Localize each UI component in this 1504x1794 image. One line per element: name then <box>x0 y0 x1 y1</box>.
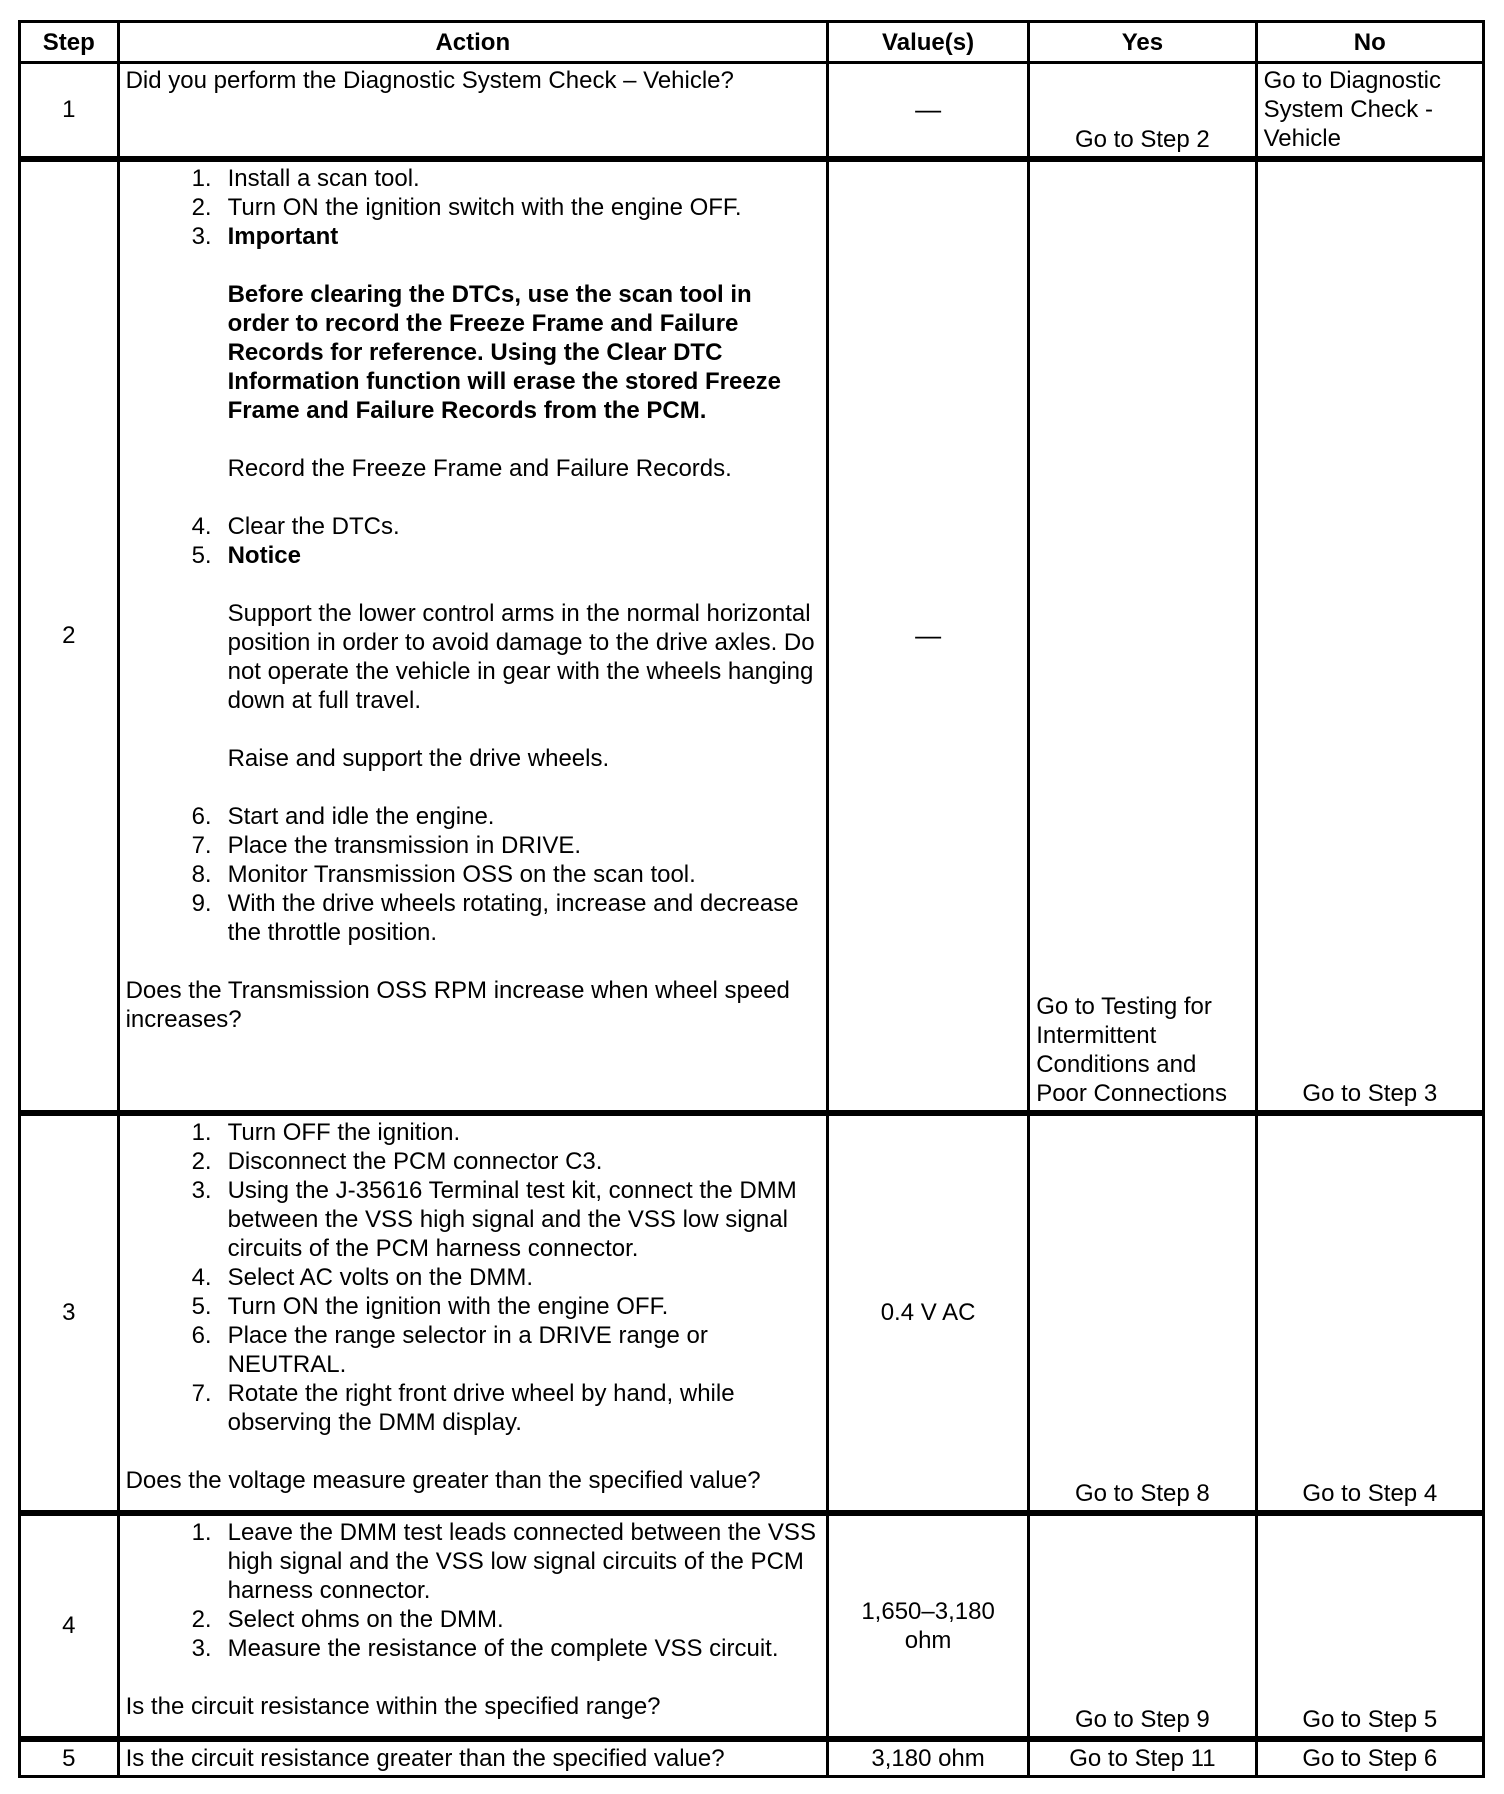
steps-list <box>126 512 818 570</box>
no-cell: Go to Step 6 <box>1256 1739 1483 1777</box>
yes-cell: Go to Step 9 <box>1029 1513 1256 1739</box>
list-item: 1. Leave the DMM test leads connected between the VSS high signal and the VSS low signal circuits of the PCM harness connector. <box>191 1518 816 1604</box>
list-item: 2. Disconnect the PCM connector C3. <box>191 1147 603 1175</box>
header-step: Step <box>20 22 119 63</box>
no-cell: Go to Step 5 <box>1256 1513 1483 1739</box>
action-cell <box>118 1113 827 1513</box>
action-cell <box>118 63 827 159</box>
action-question: Does the voltage measure greater than the specified value? <box>125 1466 761 1494</box>
steps-list <box>126 802 818 947</box>
list-item: 5. Notice <box>191 541 301 569</box>
list-item: 6. Place the range selector in a DRIVE range or NEUTRAL. <box>191 1321 708 1378</box>
list-item: 3. Measure the resistance of the complete VSS circuit. <box>191 1634 779 1662</box>
header-no: No <box>1256 22 1483 63</box>
record-instruction: Record the Freeze Frame and Failure Records. <box>227 454 732 482</box>
list-item: 8. Monitor Transmission OSS on the scan tool. <box>191 860 696 888</box>
list-item: 4. Select AC volts on the DMM. <box>191 1263 534 1291</box>
table-row-step-2 <box>20 159 1484 1113</box>
yes-cell: Go to Testing for Intermittent Conditions and Poor Connections <box>1029 159 1256 1113</box>
steps-list <box>126 1518 818 1663</box>
action-question: Does the Transmission OSS RPM increase when wheel speed increases? <box>125 976 790 1033</box>
no-cell: Go to Step 3 <box>1256 159 1483 1113</box>
header-yes: Yes <box>1029 22 1256 63</box>
value-cell: 1,650–3,180 ohm <box>827 1513 1028 1739</box>
table-row-step-5 <box>20 1739 1484 1777</box>
value-cell: — <box>827 63 1028 159</box>
value-cell: — <box>827 159 1028 1113</box>
step-number: 3 <box>20 1113 119 1513</box>
list-item: 2. Turn ON the ignition switch with the engine OFF. <box>191 193 742 221</box>
no-cell: Go to Step 4 <box>1256 1113 1483 1513</box>
table-row-step-1 <box>20 63 1484 159</box>
raise-instruction: Raise and support the drive wheels. <box>227 744 610 772</box>
table-row-step-4 <box>20 1513 1484 1739</box>
header-action: Action <box>118 22 827 63</box>
list-item: 7. Place the transmission in DRIVE. <box>191 831 582 859</box>
list-item: 9. With the drive wheels rotating, increase and decrease the throttle position. <box>191 889 799 946</box>
step-number: 1 <box>20 63 119 159</box>
list-item: 5. Turn ON the ignition with the engine OFF. <box>191 1292 669 1320</box>
no-cell: Go to Diagnostic System Check - Vehicle <box>1256 63 1483 159</box>
list-item: 4. Clear the DTCs. <box>191 512 400 540</box>
action-cell <box>118 1739 827 1777</box>
header-row <box>20 22 1484 63</box>
list-item: 6. Start and idle the engine. <box>191 802 495 830</box>
action-cell <box>118 159 827 1113</box>
steps-list <box>126 1118 818 1437</box>
list-item: 1. Turn OFF the ignition. <box>191 1118 461 1146</box>
action-question: Did you perform the Diagnostic System Check – Vehicle? <box>125 67 734 94</box>
table-row-step-3 <box>20 1113 1484 1513</box>
list-item: 2. Select ohms on the DMM. <box>191 1605 504 1633</box>
yes-cell: Go to Step 11 <box>1029 1739 1256 1777</box>
step-number: 4 <box>20 1513 119 1739</box>
step-number: 5 <box>20 1739 119 1777</box>
diagnostic-table <box>18 20 1485 1778</box>
notice-note: Support the lower control arms in the normal horizontal position in order to avoid damage to the drive axles. Do not operate the vehicle in gear with the wheels hanging down at full travel. <box>227 599 815 714</box>
yes-cell: Go to Step 2 <box>1029 63 1256 159</box>
step-number: 2 <box>20 159 119 1113</box>
steps-list <box>126 164 818 251</box>
yes-cell: Go to Step 8 <box>1029 1113 1256 1513</box>
list-item: 3. Using the J-35616 Terminal test kit, connect the DMM between the VSS high signal and the VSS low signal circuits of the PCM harness connector. <box>191 1176 797 1262</box>
action-cell <box>118 1513 827 1739</box>
list-item: 1. Install a scan tool. <box>191 164 420 192</box>
value-cell: 0.4 V AC <box>827 1113 1028 1513</box>
diagnostic-table-sheet <box>18 20 1485 1792</box>
important-note: Before clearing the DTCs, use the scan tool in order to record the Freeze Frame and Failure Records for reference. Using the Clear DTC Information function will erase the stored Freeze Frame and Failure Records from the PCM. <box>227 280 782 424</box>
list-item: 7. Rotate the right front drive wheel by hand, while observing the DMM display. <box>191 1379 735 1436</box>
list-item: 3. Important <box>191 222 339 250</box>
action-question: Is the circuit resistance within the specified range? <box>125 1692 661 1720</box>
action-question: Is the circuit resistance greater than the specified value? <box>125 1744 725 1772</box>
value-cell: 3,180 ohm <box>827 1739 1028 1777</box>
header-values: Value(s) <box>827 22 1028 63</box>
